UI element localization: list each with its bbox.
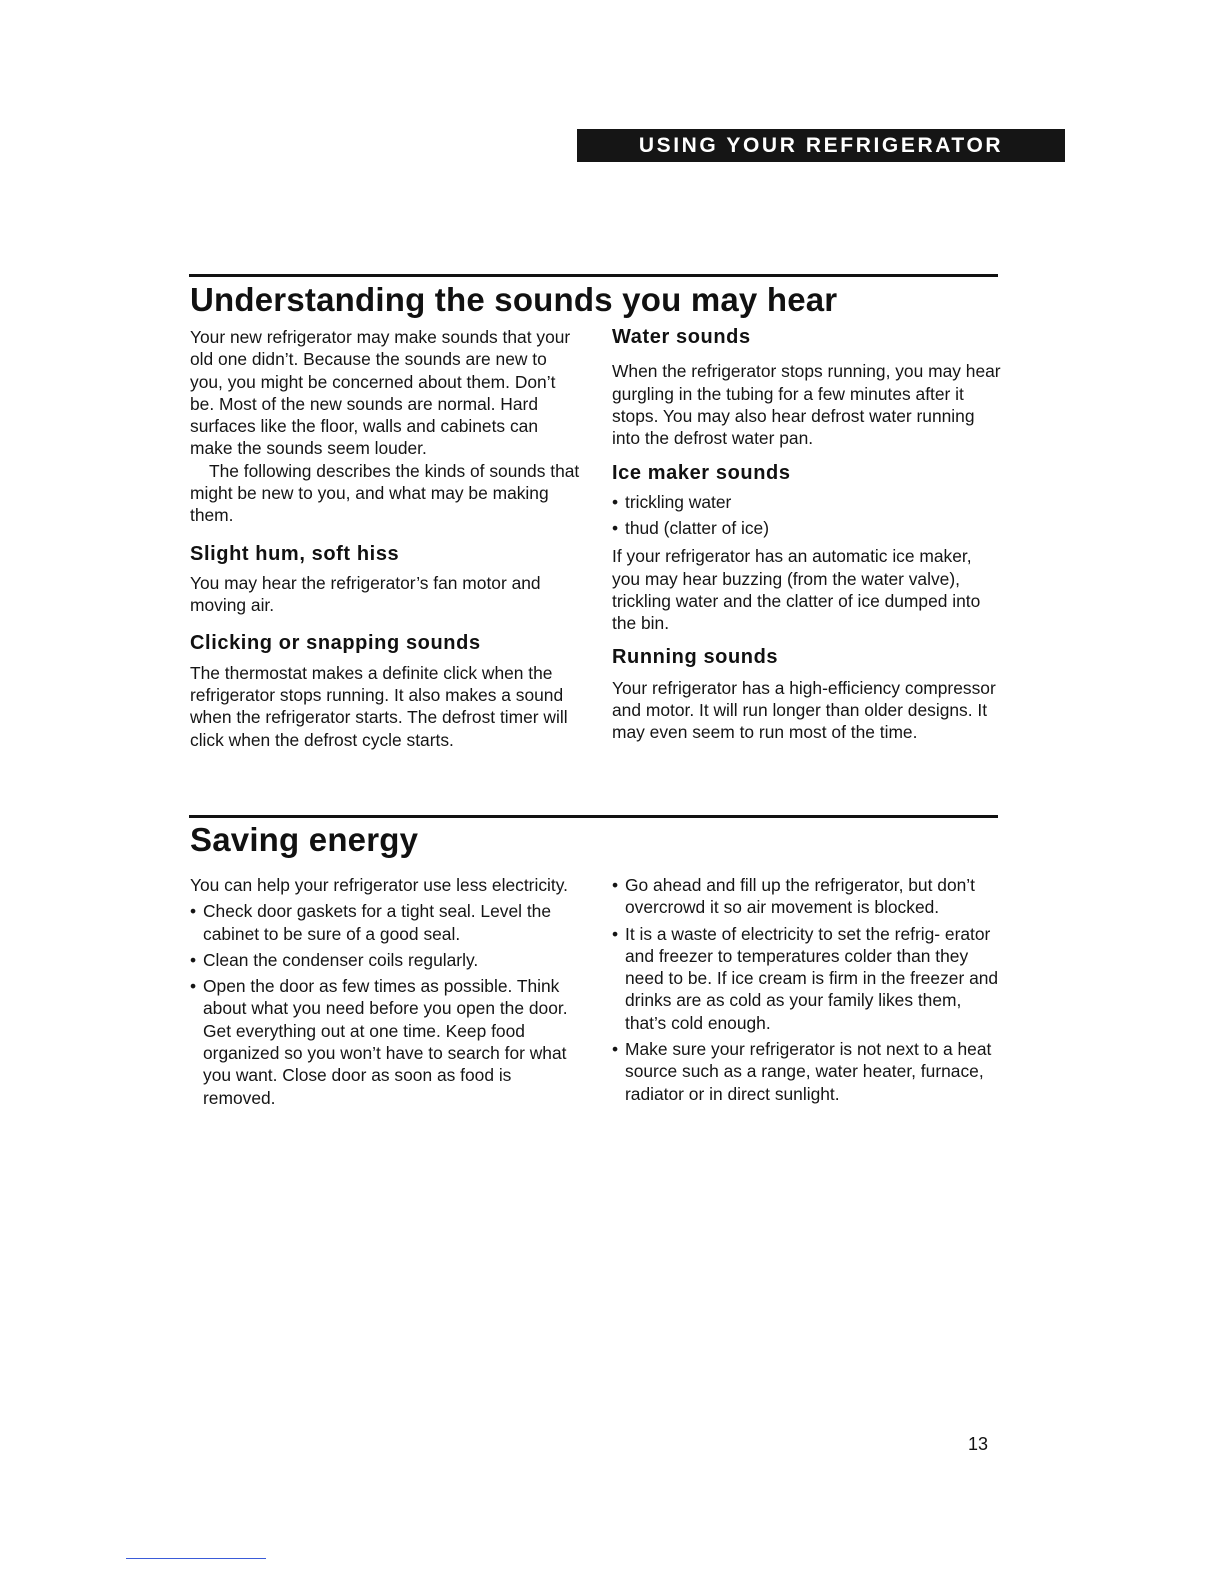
ice-bullet-item <box>612 491 1004 513</box>
sounds-right-column <box>612 326 1004 744</box>
ice-bullet-text: thud (clatter of ice) <box>625 518 770 539</box>
hum-heading: Slight hum, soft hiss <box>190 542 400 565</box>
energy-bullet-item <box>612 1038 1004 1105</box>
sounds-left-column <box>190 326 582 751</box>
energy-top-rule <box>189 815 998 818</box>
running-text: Your refrigerator has a high-efficiency compressor and motor. It will run longer than older designs. It may even seem to run most of the time. <box>612 677 996 743</box>
bullet-dot: • <box>612 491 619 512</box>
energy-bullet-text: It is a waste of electricity to set the refrig- erator and freezer to temperatures colder than they need to be. If ice cream is firm in the freezer and drinks are as cold as your family likes them, that’s cold enough. <box>625 923 999 1033</box>
energy-intro: You can help your refrigerator use less electricity. <box>190 875 568 895</box>
sounds-top-rule <box>189 274 998 277</box>
ice-text: If your refrigerator has an automatic ice maker, you may hear buzzing (from the water valve), trickling water and the clatter of ice dumped into the bin. <box>612 546 981 634</box>
page-number: 13 <box>968 1434 989 1454</box>
ice-heading: Ice maker sounds <box>612 462 791 485</box>
ice-bullet-text: trickling water <box>625 491 732 512</box>
energy-right-column <box>612 874 1004 1105</box>
bullet-dot: • <box>612 1039 619 1060</box>
energy-title: Saving energy <box>190 821 419 858</box>
running-heading: Running sounds <box>612 645 779 668</box>
water-text: When the refrigerator stops running, you may hear gurgling in the tubing for a few minutes after it stops. You may also hear defrost water running into the defrost water pan. <box>612 361 1001 449</box>
energy-bullet-item <box>190 900 570 945</box>
section-header-label: USING YOUR REFRIGERATOR <box>638 134 1004 157</box>
bullet-dot: • <box>190 949 197 970</box>
hum-text: You may hear the refrigerator’s fan motor and moving air. <box>190 572 541 616</box>
footer-link-line <box>126 1558 266 1559</box>
section-header-bar <box>577 129 1065 162</box>
energy-bullet-item <box>612 874 1004 919</box>
energy-bullet-text: Check door gaskets for a tight seal. Level the cabinet to be sure of a good seal. <box>203 901 552 944</box>
sounds-intro: Your new refrigerator may make sounds that your old one didn’t. Because the sounds are new to you, you might be concerned about them. Don’t be. Most of the new sounds are normal. Hard surfaces like the floor, walls and cabinets can make the sounds seem louder. <box>190 327 571 459</box>
energy-left-column <box>190 874 570 1109</box>
energy-bullet-item <box>612 923 1004 1034</box>
clicking-heading: Clicking or snapping sounds <box>190 631 481 654</box>
energy-bullet-text: Go ahead and fill up the refrigerator, but don’t overcrowd it so air movement is blocked. <box>625 875 975 918</box>
sounds-intro-2: The following describes the kinds of sounds that might be new to you, and what may be making them. <box>190 460 580 526</box>
energy-bullet-item <box>190 949 570 971</box>
bullet-dot: • <box>612 923 619 944</box>
energy-bullet-item <box>190 975 570 1109</box>
bullet-dot: • <box>190 976 197 997</box>
energy-bullet-text: Clean the condenser coils regularly. <box>203 949 479 970</box>
clicking-text: The thermostat makes a definite click when the refrigerator stops running. It also makes a sound when the refrigerator starts. The defrost timer will click when the defrost cycle starts. <box>190 662 568 750</box>
energy-bullet-text: Open the door as few times as possible. Think about what you need before you open the door. Get everything out at one time. Keep food organized so you won’t have to search for what you want. Close door as soon as food is removed. <box>203 976 568 1108</box>
water-heading: Water sounds <box>612 326 751 348</box>
ice-bullet-list <box>612 491 1004 540</box>
energy-right-bullet-list <box>612 874 1004 1105</box>
bullet-dot: • <box>612 518 619 539</box>
energy-left-bullet-list <box>190 900 570 1109</box>
bullet-dot: • <box>190 901 197 922</box>
bullet-dot: • <box>612 875 619 895</box>
energy-bullet-text: Make sure your refrigerator is not next to a heat source such as a range, water heater, furnace, radiator or in direct sunlight. <box>625 1039 992 1104</box>
sounds-title: Understanding the sounds you may hear <box>190 281 838 318</box>
ice-bullet-item <box>612 517 1004 539</box>
